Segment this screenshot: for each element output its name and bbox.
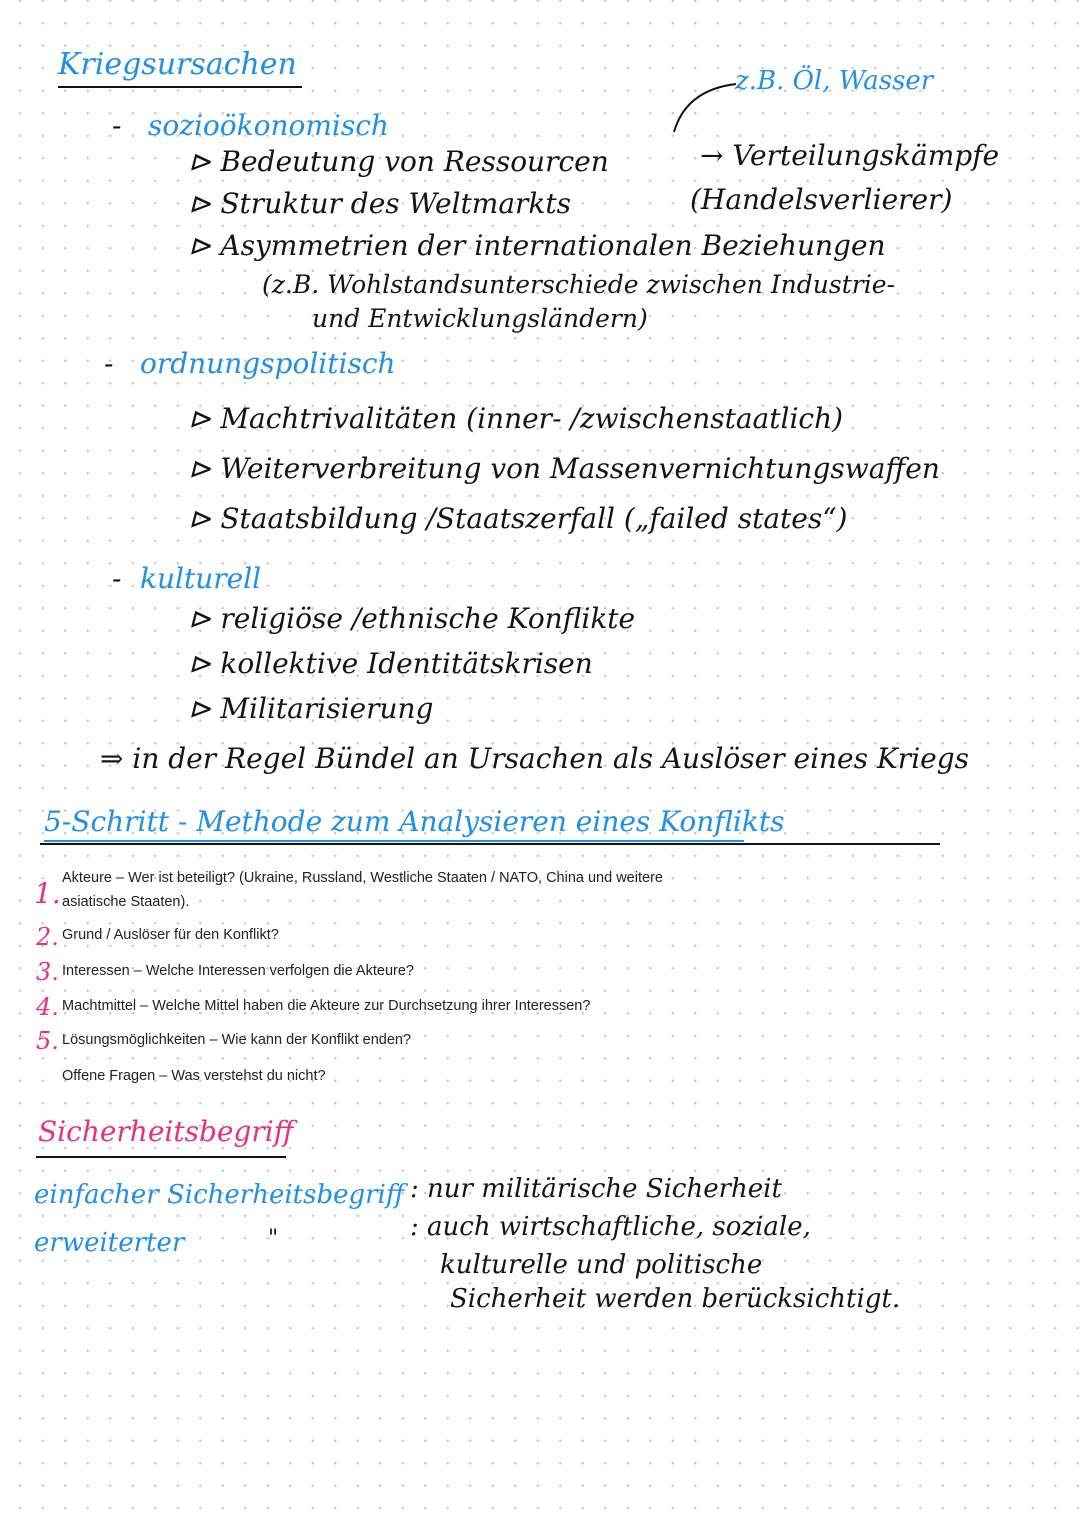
side-note-trade-losers: (Handelsverlierer) xyxy=(690,183,953,216)
extended-definition-line: : auch wirtschaftliche, soziale, xyxy=(410,1212,811,1242)
section-title-method: 5-Schritt - Methode zum Analysieren eines Konflikts xyxy=(44,805,785,838)
section-title-security: Sicherheitsbegriff xyxy=(38,1115,294,1148)
step-text-cont: asiatische Staaten). xyxy=(62,894,190,910)
simple-security-label: einfacher Sicherheitsbegriff xyxy=(34,1180,405,1210)
list-item: ⊳ Weiterverbreitung von Massenvernichtungswaffen xyxy=(188,452,940,485)
list-item: ⊳ Struktur des Weltmarkts xyxy=(188,187,572,220)
bullet-dash: - xyxy=(104,347,114,380)
extended-definition-line: kulturelle und politische xyxy=(440,1250,763,1280)
conclusion: ⇒ in der Regel Bündel an Ursachen als Auslöser eines Kriegs xyxy=(100,742,970,775)
step-text: Machtmittel – Welche Mittel haben die Akteure zur Durchsetzung ihrer Interessen? xyxy=(62,998,591,1014)
step-text: Grund / Auslöser für den Konflikt? xyxy=(62,927,279,943)
example-note: z.B. Öl, Wasser xyxy=(735,66,934,96)
list-item: ⊳ Machtrivalitäten (inner- /zwischenstaatlich) xyxy=(188,402,844,435)
list-item: ⊳ Militarisierung xyxy=(188,692,434,725)
side-note-distribution: → Verteilungskämpfe xyxy=(700,139,1000,172)
extended-security-label: erweiterter xyxy=(34,1228,185,1258)
ditto-mark: " xyxy=(268,1226,279,1251)
page-title: Kriegsursachen xyxy=(58,47,297,82)
security-underline xyxy=(36,1156,286,1158)
title-underline xyxy=(58,86,302,88)
simple-security-definition: : nur militärische Sicherheit xyxy=(410,1174,782,1204)
list-item: ⊳ Asymmetrien der internationalen Beziehungen xyxy=(188,229,886,262)
step-text: Akteure – Wer ist beteiligt? (Ukraine, Russland, Westliche Staaten / NATO, China und weitere xyxy=(62,870,663,886)
extended-definition-line: Sicherheit werden berücksichtigt. xyxy=(450,1284,901,1314)
bullet-dash: - xyxy=(112,562,122,595)
group-label-socio: sozioökonomisch xyxy=(148,109,389,142)
group-label-order: ordnungspolitisch xyxy=(140,347,396,380)
step-number: 5. xyxy=(36,1027,59,1055)
step-number: 1. xyxy=(34,877,61,910)
step-number: 3. xyxy=(36,958,59,986)
detail-line: und Entwicklungsländern) xyxy=(312,304,648,333)
method-underline xyxy=(40,843,940,845)
detail-line: (z.B. Wohlstandsunterschiede zwischen Industrie- xyxy=(262,270,895,299)
list-item: ⊳ kollektive Identitätskrisen xyxy=(188,647,593,680)
list-item: ⊳ Staatsbildung /Staatszerfall („failed states“) xyxy=(188,502,848,535)
list-item: ⊳ Bedeutung von Ressourcen xyxy=(188,145,609,178)
bullet-dash: - xyxy=(112,109,122,142)
step-text: Interessen – Welche Interessen verfolgen die Akteure? xyxy=(62,963,414,979)
step-text: Lösungsmöglichkeiten – Wie kann der Konflikt enden? xyxy=(62,1032,412,1048)
step-number: 2. xyxy=(36,923,59,951)
list-item: ⊳ religiöse /ethnische Konflikte xyxy=(188,602,636,635)
open-questions: Offene Fragen – Was verstehst du nicht? xyxy=(62,1068,326,1084)
group-label-culture: kulturell xyxy=(140,562,262,595)
step-number: 4. xyxy=(36,993,59,1021)
method-underline-blue xyxy=(44,840,744,842)
